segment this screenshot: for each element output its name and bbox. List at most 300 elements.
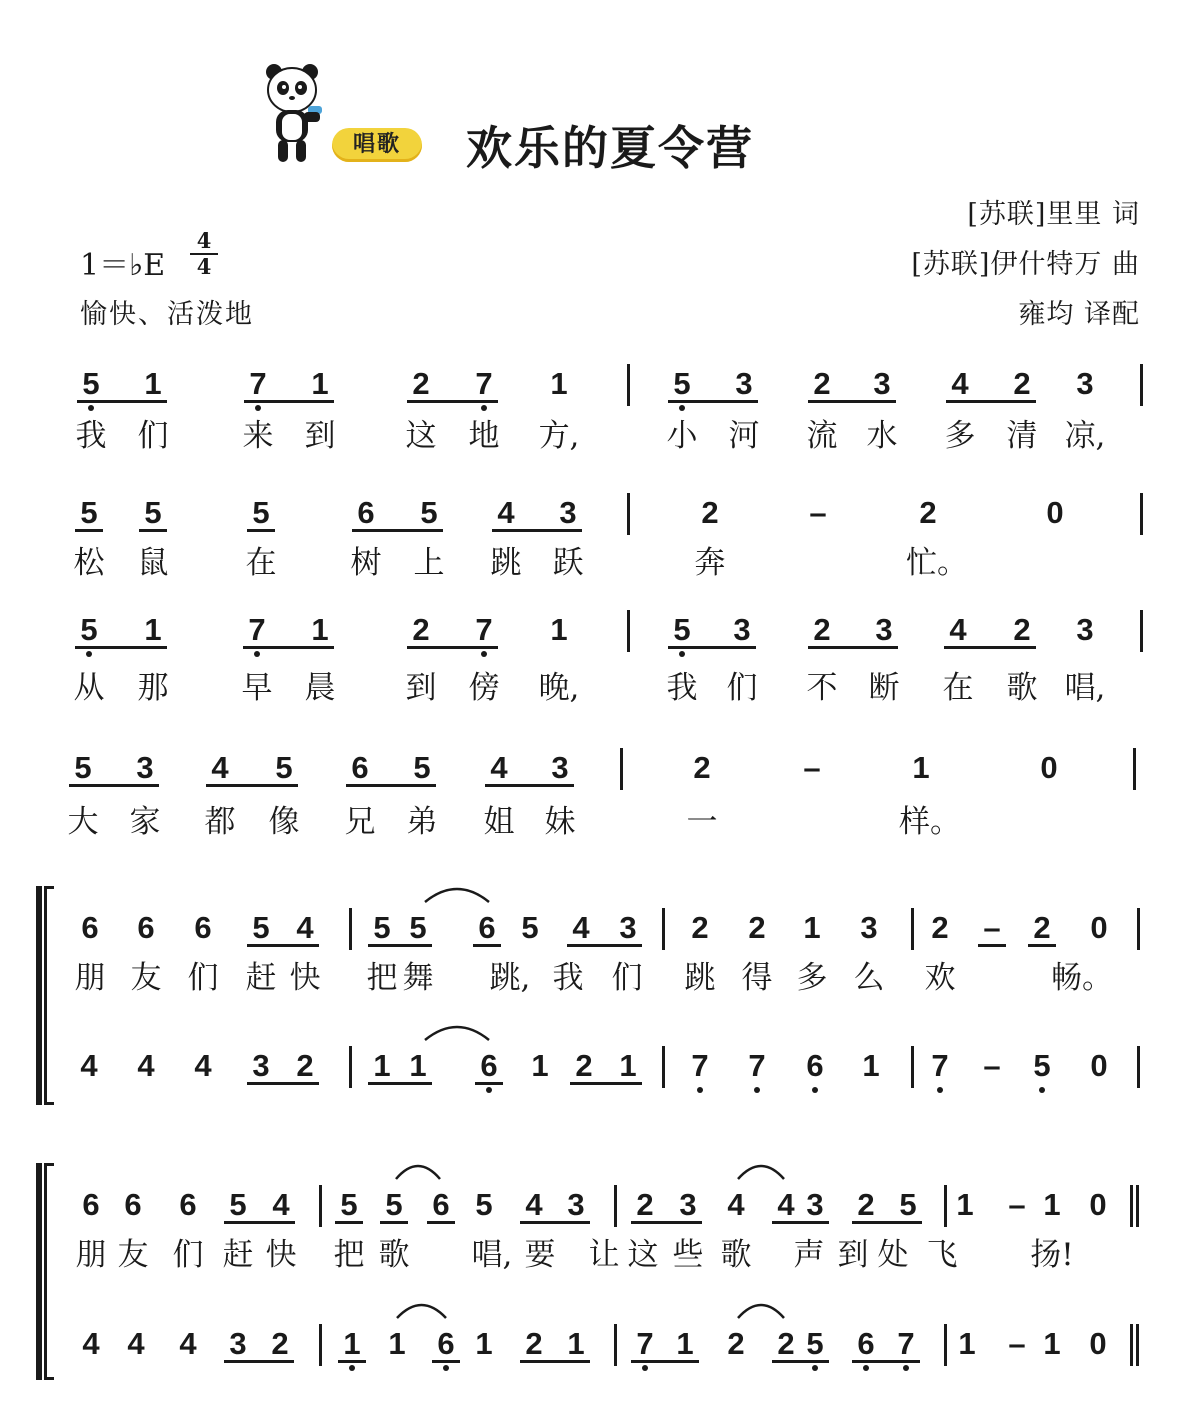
beam-underline bbox=[69, 784, 159, 787]
beam-underline bbox=[380, 1221, 408, 1224]
lyric-syllable: 畅。 bbox=[1051, 960, 1113, 996]
note: 4 bbox=[951, 366, 969, 401]
lyric-syllable: 歌 bbox=[378, 1237, 410, 1273]
system-bracket-thick bbox=[36, 1163, 42, 1380]
note: 3 bbox=[136, 750, 154, 785]
note: 4 bbox=[211, 750, 229, 785]
note: 6 bbox=[480, 1048, 498, 1083]
beam-underline bbox=[631, 1221, 702, 1224]
note: – bbox=[983, 1048, 1001, 1083]
note: 2 bbox=[412, 366, 430, 401]
lyric-syllable: 们 bbox=[611, 960, 643, 996]
note: 3 bbox=[1076, 612, 1094, 647]
lyric-syllable: 大 bbox=[67, 804, 99, 840]
note: 1 bbox=[862, 1048, 880, 1083]
note: 5 bbox=[144, 495, 162, 530]
note: 2 bbox=[691, 910, 709, 945]
note: 2 bbox=[813, 612, 831, 647]
note: 6 bbox=[351, 750, 369, 785]
beam-underline bbox=[946, 400, 1036, 403]
lyric-syllable: 地 bbox=[468, 418, 500, 454]
lyric-syllable: 们 bbox=[172, 1237, 204, 1273]
note: 4 bbox=[727, 1187, 745, 1222]
note: 2 bbox=[271, 1326, 289, 1361]
beam-underline bbox=[567, 944, 642, 947]
barline bbox=[1136, 1185, 1139, 1227]
barline bbox=[944, 1324, 947, 1366]
barline bbox=[614, 1324, 617, 1366]
note: 5 bbox=[806, 1326, 824, 1361]
beam-underline bbox=[206, 784, 298, 787]
beam-underline bbox=[75, 529, 103, 532]
barline bbox=[349, 908, 352, 950]
barline bbox=[1137, 908, 1140, 950]
note: 5 bbox=[899, 1187, 917, 1222]
note: 7 bbox=[248, 612, 266, 647]
note: 5 bbox=[413, 750, 431, 785]
note: 7 bbox=[249, 366, 267, 401]
tie-arc bbox=[395, 1298, 448, 1320]
note: 2 bbox=[919, 495, 937, 530]
lyric-syllable: 那 bbox=[137, 670, 169, 706]
note: 3 bbox=[733, 612, 751, 647]
beam-underline bbox=[570, 1082, 642, 1085]
lyric-syllable: 声 bbox=[793, 1237, 825, 1273]
lyric-syllable: 方, bbox=[538, 418, 580, 454]
beam-underline bbox=[772, 1360, 829, 1363]
lyric-syllable: 扬! bbox=[1030, 1237, 1074, 1273]
octave-dot bbox=[349, 1365, 355, 1371]
lyric-syllable: 像 bbox=[268, 804, 300, 840]
note: 6 bbox=[857, 1326, 875, 1361]
note: 4 bbox=[137, 1048, 155, 1083]
lyric-syllable: 跳 bbox=[684, 960, 716, 996]
note: 6 bbox=[478, 910, 496, 945]
lyric-syllable: 小 bbox=[666, 418, 698, 454]
note: 4 bbox=[194, 1048, 212, 1083]
beam-underline bbox=[852, 1221, 922, 1224]
beam-underline bbox=[346, 784, 436, 787]
note: 4 bbox=[949, 612, 967, 647]
tie-arc bbox=[736, 1159, 786, 1181]
note: 1 bbox=[144, 366, 162, 401]
octave-dot bbox=[642, 1365, 648, 1371]
octave-dot bbox=[1039, 1087, 1045, 1093]
lyric-syllable: 我 bbox=[75, 418, 107, 454]
note: 1 bbox=[373, 1048, 391, 1083]
lyric-syllable: 傍 bbox=[468, 670, 500, 706]
beam-underline bbox=[978, 944, 1006, 947]
lyric-syllable: 清 bbox=[1006, 418, 1038, 454]
lyric-syllable: 我 bbox=[666, 670, 698, 706]
note: 1 bbox=[388, 1326, 406, 1361]
note: 4 bbox=[272, 1187, 290, 1222]
barline bbox=[1137, 1046, 1140, 1088]
octave-dot bbox=[679, 651, 685, 657]
beam-underline bbox=[247, 944, 319, 947]
note: 5 bbox=[80, 612, 98, 647]
tie-arc bbox=[394, 1159, 442, 1181]
note: 5 bbox=[340, 1187, 358, 1222]
octave-dot bbox=[486, 1087, 492, 1093]
note: 6 bbox=[137, 910, 155, 945]
beam-underline bbox=[247, 529, 275, 532]
lyric-syllable: 跳, bbox=[489, 960, 531, 996]
beam-underline bbox=[75, 646, 167, 649]
octave-dot bbox=[754, 1087, 760, 1093]
note: 2 bbox=[701, 495, 719, 530]
note: 2 bbox=[1033, 910, 1051, 945]
note: 6 bbox=[194, 910, 212, 945]
note: – bbox=[983, 910, 1001, 945]
note: 2 bbox=[857, 1187, 875, 1222]
note: 3 bbox=[679, 1187, 697, 1222]
beam-underline bbox=[772, 1221, 829, 1224]
note: 3 bbox=[806, 1187, 824, 1222]
octave-dot bbox=[679, 405, 685, 411]
final-barline bbox=[1130, 1185, 1133, 1227]
composer-credit: [苏联]伊什特万 曲 bbox=[911, 249, 1140, 280]
barline bbox=[614, 1185, 617, 1227]
lyric-syllable: 舞 bbox=[402, 960, 434, 996]
note: 0 bbox=[1089, 1187, 1107, 1222]
tempo-marking: 愉快、活泼地 bbox=[80, 299, 254, 330]
note: 1 bbox=[409, 1048, 427, 1083]
lyric-syllable: 们 bbox=[137, 418, 169, 454]
note: 5 bbox=[420, 495, 438, 530]
note: 3 bbox=[229, 1326, 247, 1361]
key-signature: 1＝♭E bbox=[80, 248, 166, 283]
octave-dot bbox=[86, 651, 92, 657]
lyric-syllable: 把 bbox=[333, 1237, 365, 1273]
note: 0 bbox=[1040, 750, 1058, 785]
lyric-syllable: 来 bbox=[242, 418, 274, 454]
note: 0 bbox=[1089, 1326, 1107, 1361]
note: 4 bbox=[525, 1187, 543, 1222]
note: 1 bbox=[144, 612, 162, 647]
lyric-syllable: 快 bbox=[265, 1237, 297, 1273]
note: 5 bbox=[252, 495, 270, 530]
lyric-syllable: 欢 bbox=[924, 960, 956, 996]
beam-underline bbox=[224, 1360, 294, 1363]
note: 3 bbox=[860, 910, 878, 945]
barline bbox=[1136, 1324, 1139, 1366]
lyric-syllable: 让 bbox=[588, 1237, 620, 1273]
note: 0 bbox=[1090, 910, 1108, 945]
note: 7 bbox=[748, 1048, 766, 1083]
beam-underline bbox=[335, 1221, 363, 1224]
note: 4 bbox=[497, 495, 515, 530]
lyric-syllable: 唱, bbox=[471, 1237, 513, 1273]
lyric-syllable: 友 bbox=[117, 1237, 149, 1273]
note: 1 bbox=[531, 1048, 549, 1083]
note: 2 bbox=[693, 750, 711, 785]
barline bbox=[627, 364, 630, 406]
barline bbox=[662, 908, 665, 950]
note: 5 bbox=[521, 910, 539, 945]
note: 1 bbox=[311, 612, 329, 647]
note: 1 bbox=[1043, 1187, 1061, 1222]
lyric-syllable: 唱, bbox=[1064, 670, 1106, 706]
lyric-syllable: 奔 bbox=[694, 545, 726, 581]
note: 2 bbox=[748, 910, 766, 945]
beam-underline bbox=[668, 646, 756, 649]
note: 1 bbox=[311, 366, 329, 401]
octave-dot bbox=[481, 651, 487, 657]
note: 2 bbox=[296, 1048, 314, 1083]
lyric-syllable: 从 bbox=[73, 670, 105, 706]
lyric-syllable: 们 bbox=[187, 960, 219, 996]
lyric-syllable: 飞 bbox=[926, 1237, 958, 1273]
note: 4 bbox=[127, 1326, 145, 1361]
lyric-syllable: 赶 bbox=[245, 960, 277, 996]
note: 2 bbox=[727, 1326, 745, 1361]
note: 3 bbox=[252, 1048, 270, 1083]
lyric-syllable: 朋 bbox=[75, 1237, 107, 1273]
note: 6 bbox=[81, 910, 99, 945]
note: 6 bbox=[437, 1326, 455, 1361]
lyric-syllable: 跃 bbox=[552, 545, 584, 581]
note: 1 bbox=[550, 366, 568, 401]
beam-underline bbox=[808, 400, 896, 403]
note: 1 bbox=[958, 1326, 976, 1361]
note: 3 bbox=[875, 612, 893, 647]
translator-credit: 雍均 译配 bbox=[1018, 299, 1140, 330]
beam-underline bbox=[520, 1221, 590, 1224]
note: 4 bbox=[296, 910, 314, 945]
note: 1 bbox=[676, 1326, 694, 1361]
note: 7 bbox=[636, 1326, 654, 1361]
final-barline bbox=[1130, 1324, 1133, 1366]
beam-underline bbox=[520, 1360, 590, 1363]
lyric-syllable: 不 bbox=[806, 670, 838, 706]
beam-underline bbox=[368, 944, 432, 947]
lyric-syllable: 到 bbox=[837, 1237, 869, 1273]
note: – bbox=[1008, 1326, 1026, 1361]
note: 2 bbox=[1013, 366, 1031, 401]
note: 7 bbox=[897, 1326, 915, 1361]
tie-arc bbox=[736, 1298, 786, 1320]
barline bbox=[911, 1046, 914, 1088]
note: 6 bbox=[806, 1048, 824, 1083]
note: 5 bbox=[385, 1187, 403, 1222]
note: 1 bbox=[1043, 1326, 1061, 1361]
beam-underline bbox=[224, 1221, 295, 1224]
note: 1 bbox=[956, 1187, 974, 1222]
beam-underline bbox=[631, 1360, 699, 1363]
lyric-syllable: 河 bbox=[728, 418, 760, 454]
lyric-syllable: 鼠 bbox=[137, 545, 169, 581]
beam-underline bbox=[432, 1360, 460, 1363]
lyric-syllable: 要 bbox=[524, 1237, 556, 1273]
barline bbox=[319, 1185, 322, 1227]
lyric-syllable: 们 bbox=[726, 670, 758, 706]
lyric-syllable: 姐 bbox=[483, 804, 515, 840]
note: 6 bbox=[179, 1187, 197, 1222]
octave-dot bbox=[254, 651, 260, 657]
note: 2 bbox=[636, 1187, 654, 1222]
lyric-syllable: 都 bbox=[204, 804, 236, 840]
beam-underline bbox=[77, 400, 167, 403]
note: 2 bbox=[777, 1326, 795, 1361]
note: 0 bbox=[1090, 1048, 1108, 1083]
lyric-syllable: 流 bbox=[806, 418, 838, 454]
barline bbox=[662, 1046, 665, 1088]
beam-underline bbox=[338, 1360, 366, 1363]
lyric-syllable: 朋 bbox=[74, 960, 106, 996]
note: 7 bbox=[691, 1048, 709, 1083]
octave-dot bbox=[812, 1087, 818, 1093]
note: 3 bbox=[559, 495, 577, 530]
lyricist-credit: [苏联]里里 词 bbox=[967, 199, 1140, 230]
note: 2 bbox=[1013, 612, 1031, 647]
note: 1 bbox=[803, 910, 821, 945]
octave-dot bbox=[443, 1365, 449, 1371]
note: 5 bbox=[409, 910, 427, 945]
lyric-syllable: 松 bbox=[73, 545, 105, 581]
barline bbox=[620, 748, 623, 790]
barline bbox=[1133, 748, 1136, 790]
beam-underline bbox=[243, 646, 334, 649]
lyric-syllable: 断 bbox=[868, 670, 900, 706]
note: 2 bbox=[412, 612, 430, 647]
beam-underline bbox=[352, 529, 443, 532]
octave-dot bbox=[812, 1365, 818, 1371]
note: 1 bbox=[619, 1048, 637, 1083]
lyric-syllable: 赶 bbox=[222, 1237, 254, 1273]
time-signature-top: 4 bbox=[196, 228, 212, 253]
time-signature-bottom: 4 bbox=[196, 254, 212, 279]
lyric-syllable: 忙。 bbox=[906, 545, 968, 581]
lyric-syllable: 我 bbox=[552, 960, 584, 996]
system-bracket bbox=[44, 886, 54, 1105]
tie-arc bbox=[423, 882, 491, 904]
note: 1 bbox=[567, 1326, 585, 1361]
note: 4 bbox=[572, 910, 590, 945]
barline bbox=[1140, 364, 1143, 406]
tie-arc bbox=[423, 1020, 491, 1042]
beam-underline bbox=[427, 1221, 455, 1224]
beam-underline bbox=[407, 646, 498, 649]
lyric-syllable: 弟 bbox=[406, 804, 438, 840]
note: 7 bbox=[475, 612, 493, 647]
lyric-syllable: 快 bbox=[289, 960, 321, 996]
lyric-syllable: 晚, bbox=[538, 670, 580, 706]
barline bbox=[349, 1046, 352, 1088]
lyric-syllable: 家 bbox=[129, 804, 161, 840]
beam-underline bbox=[244, 400, 334, 403]
lyric-syllable: 把 bbox=[366, 960, 398, 996]
note: 3 bbox=[735, 366, 753, 401]
octave-dot bbox=[903, 1365, 909, 1371]
note: – bbox=[803, 750, 821, 785]
lyric-syllable: 这 bbox=[405, 418, 437, 454]
note: 5 bbox=[673, 612, 691, 647]
lyric-syllable: 跳 bbox=[490, 545, 522, 581]
octave-dot bbox=[937, 1087, 943, 1093]
note: 3 bbox=[619, 910, 637, 945]
lyric-syllable: 在 bbox=[942, 670, 974, 706]
note: 2 bbox=[525, 1326, 543, 1361]
beam-underline bbox=[368, 1082, 432, 1085]
lyric-syllable: 处 bbox=[877, 1237, 909, 1273]
note: 7 bbox=[931, 1048, 949, 1083]
note: 2 bbox=[931, 910, 949, 945]
beam-underline bbox=[407, 400, 498, 403]
beam-underline bbox=[808, 646, 898, 649]
note: 3 bbox=[873, 366, 891, 401]
note: 5 bbox=[252, 910, 270, 945]
barline bbox=[627, 610, 630, 652]
note: 4 bbox=[777, 1187, 795, 1222]
note: 0 bbox=[1046, 495, 1064, 530]
beam-underline bbox=[668, 400, 758, 403]
lyric-syllable: 到 bbox=[405, 670, 437, 706]
note: 1 bbox=[912, 750, 930, 785]
octave-dot bbox=[697, 1087, 703, 1093]
note: 5 bbox=[1033, 1048, 1051, 1083]
lyric-syllable: 早 bbox=[241, 670, 273, 706]
sing-badge: 唱歌 bbox=[332, 128, 422, 162]
barline bbox=[319, 1324, 322, 1366]
lyric-syllable: 兄 bbox=[344, 804, 376, 840]
lyric-syllable: 这 bbox=[627, 1237, 659, 1273]
lyric-syllable: 得 bbox=[741, 960, 773, 996]
lyric-syllable: 么 bbox=[853, 960, 885, 996]
note: 5 bbox=[82, 366, 100, 401]
barline bbox=[1140, 493, 1143, 535]
note: 5 bbox=[673, 366, 691, 401]
note: – bbox=[809, 495, 827, 530]
beam-underline bbox=[473, 944, 501, 947]
barline bbox=[1140, 610, 1143, 652]
octave-dot bbox=[255, 405, 261, 411]
note: 2 bbox=[575, 1048, 593, 1083]
lyric-syllable: 上 bbox=[413, 545, 445, 581]
beam-underline bbox=[485, 784, 574, 787]
lyric-syllable: 妹 bbox=[544, 804, 576, 840]
barline bbox=[944, 1185, 947, 1227]
beam-underline bbox=[1028, 944, 1056, 947]
lyric-syllable: 到 bbox=[304, 418, 336, 454]
note: 6 bbox=[124, 1187, 142, 1222]
note: 3 bbox=[1076, 366, 1094, 401]
lyric-syllable: 歌 bbox=[720, 1237, 752, 1273]
octave-dot bbox=[88, 405, 94, 411]
note: 5 bbox=[74, 750, 92, 785]
note: 4 bbox=[490, 750, 508, 785]
note: 4 bbox=[80, 1048, 98, 1083]
note: 3 bbox=[567, 1187, 585, 1222]
barline bbox=[627, 493, 630, 535]
beam-underline bbox=[492, 529, 582, 532]
lyric-syllable: 在 bbox=[245, 545, 277, 581]
note: 6 bbox=[82, 1187, 100, 1222]
lyric-syllable: 多 bbox=[796, 960, 828, 996]
system-bracket-thick bbox=[36, 886, 42, 1105]
lyric-syllable: 友 bbox=[130, 960, 162, 996]
note: 1 bbox=[550, 612, 568, 647]
note: 7 bbox=[475, 366, 493, 401]
beam-underline bbox=[944, 646, 1036, 649]
note: 4 bbox=[179, 1326, 197, 1361]
lyric-syllable: 凉, bbox=[1064, 418, 1106, 454]
lyric-syllable: 歌 bbox=[1006, 670, 1038, 706]
beam-underline bbox=[247, 1082, 319, 1085]
note: – bbox=[1008, 1187, 1026, 1222]
note: 5 bbox=[80, 495, 98, 530]
note: 5 bbox=[275, 750, 293, 785]
